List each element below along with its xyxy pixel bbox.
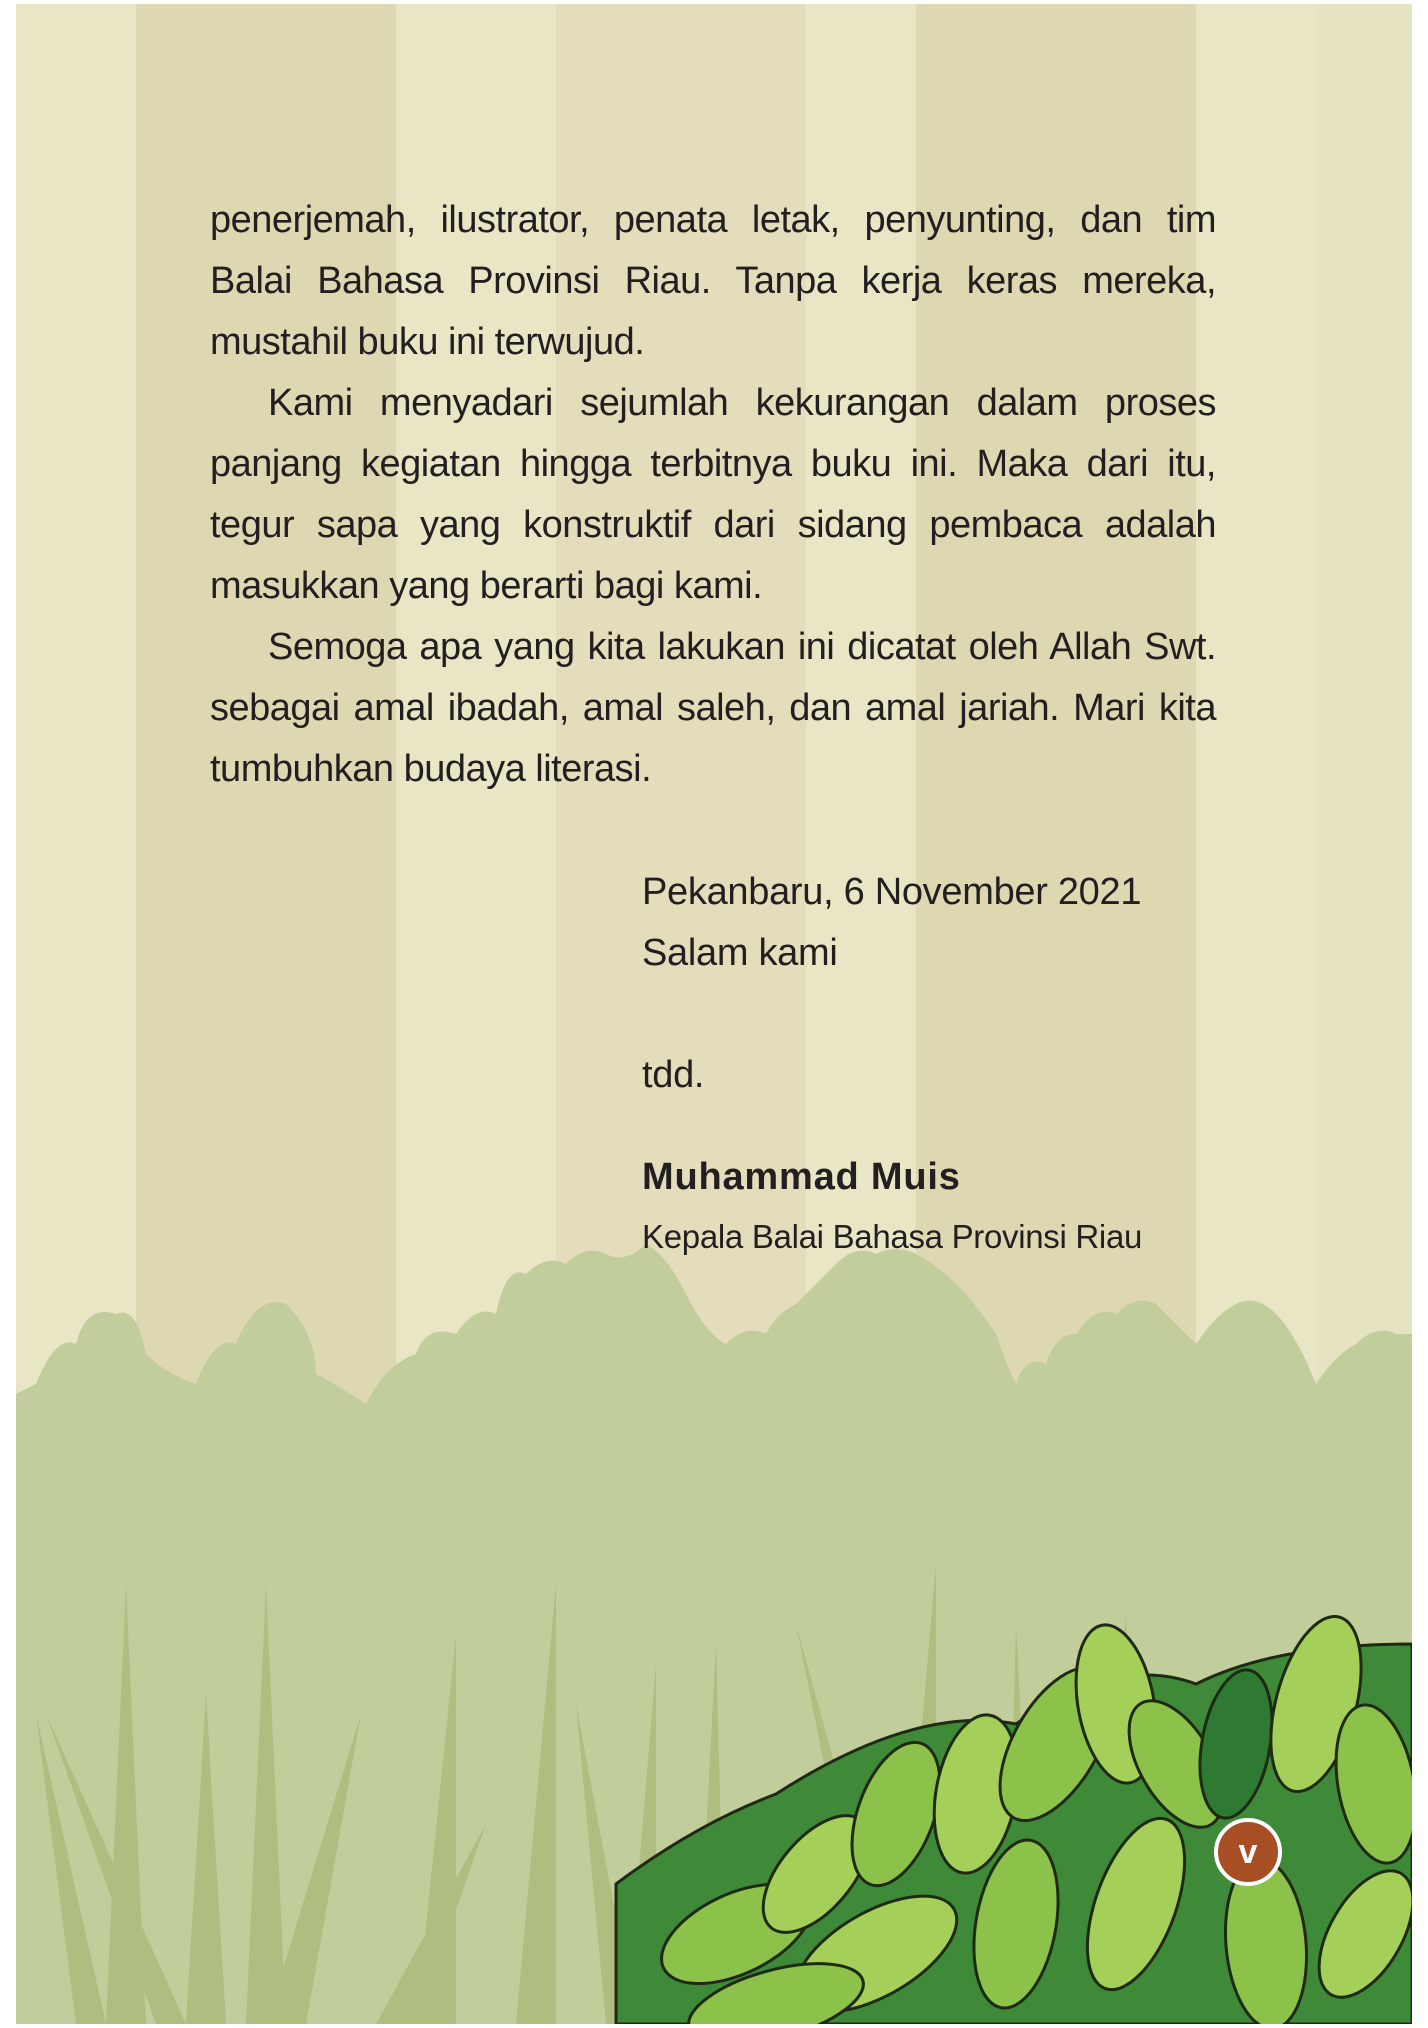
place-date: Pekanbaru, 6 November 2021 xyxy=(642,871,1142,913)
paragraph: penerjemah, ilustrator, penata letak, penyunting, dan tim Balai Bahasa Provinsi Riau. Tanpa kerja keras mereka, mustahil buku ini terwujud. xyxy=(210,199,1216,363)
paragraph: Semoga apa yang kita lakukan ini dicatat oleh Allah Swt. sebagai amal ibadah, amal saleh, dan amal jariah. Mari kita tumbuhkan budaya literasi. xyxy=(210,626,1216,790)
signature-block xyxy=(642,862,1202,1262)
page-number-badge: v xyxy=(1214,1818,1282,1886)
signed-mark: tdd. xyxy=(642,1054,705,1096)
signature-space xyxy=(642,984,1202,1045)
signer-name: Muhammad Muis xyxy=(642,1156,961,1198)
body-text xyxy=(210,190,1216,800)
greeting: Salam kami xyxy=(642,932,838,974)
book-page xyxy=(16,4,1412,2024)
paragraph: Kami menyadari sejumlah kekurangan dalam proses panjang kegiatan hingga terbitnya buku ini. Maka dari itu, tegur sapa yang konstruktif dari sidang pembaca adalah masukkan yang berarti bagi kami. xyxy=(210,382,1216,607)
signer-title: Kepala Balai Bahasa Provinsi Riau xyxy=(642,1218,1143,1255)
